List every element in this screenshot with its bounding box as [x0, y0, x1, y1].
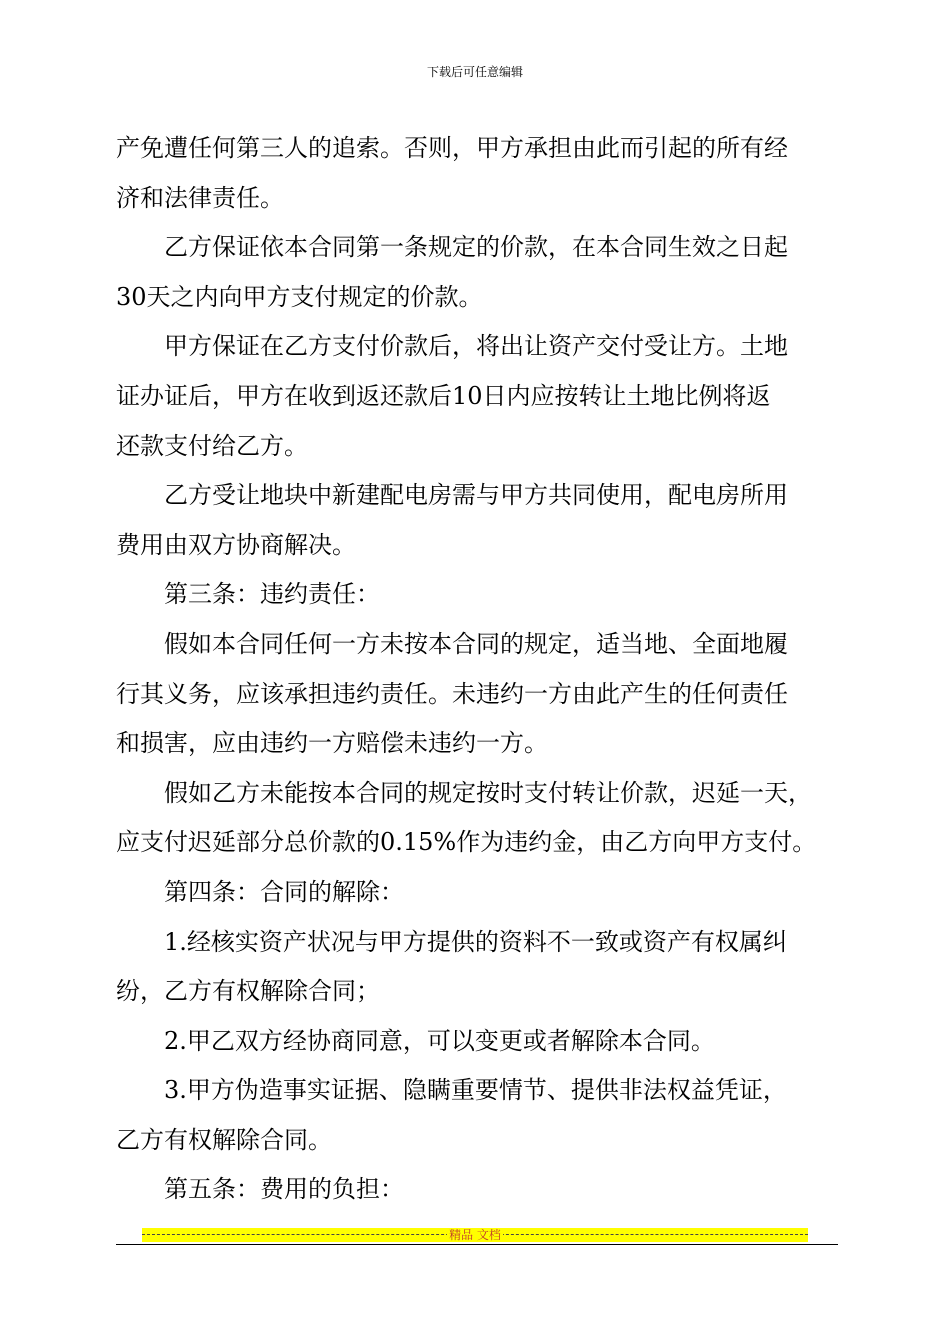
text-line: 2.甲乙双方经协商同意，可以变更或者解除本合同。 — [164, 1026, 715, 1055]
text-line: 第三条：违约责任： — [164, 580, 380, 609]
text-line: 费用由双方协商解决。 — [116, 530, 356, 559]
document-body — [116, 124, 838, 1215]
text-line: 假如本合同任何一方未按本合同的规定，适当地、全面地履 — [164, 629, 788, 658]
text-line: 3.甲方伪造事实证据、隐瞒重要情节、提供非法权益凭证， — [164, 1076, 787, 1105]
text-line: 第四条：合同的解除： — [164, 877, 404, 906]
text-line: 第五条：费用的负担： — [164, 1175, 404, 1204]
text-line: 和损害，应由违约一方赔偿未违约一方。 — [116, 729, 548, 758]
text-line: 假如乙方未能按本合同的规定按时支付转让价款，迟延一天， — [164, 778, 812, 807]
text-line: 乙方有权解除合同。 — [116, 1125, 332, 1154]
footer-rule — [116, 1244, 838, 1245]
text-line: 还款支付给乙方。 — [116, 431, 308, 460]
text-line: 30天之内向甲方支付规定的价款。 — [116, 282, 483, 311]
text-line: 甲方保证在乙方支付价款后，将出让资产交付受让方。土地 — [164, 332, 788, 361]
text-line: 应支付迟延部分总价款的0.15%作为违约金，由乙方向甲方支付。 — [116, 828, 817, 857]
text-line: 证办证后，甲方在收到返还款后10日内应按转让土地比例将返 — [116, 381, 771, 410]
page-header: 下载后可任意编辑 — [426, 65, 523, 79]
text-line: 1.经核实资产状况与甲方提供的资料不一致或资产有权属纠 — [164, 927, 787, 956]
text-line: 乙方受让地块中新建配电房需与甲方共同使用，配电房所用 — [164, 481, 788, 510]
text-line: 纷，乙方有权解除合同； — [116, 977, 380, 1006]
footer-highlight-band — [142, 1228, 808, 1242]
text-line: 产免遭任何第三人的追索。否则，甲方承担由此而引起的所有经 — [116, 134, 788, 162]
text-line: 济和法律责任。 — [116, 183, 284, 212]
text-line: 乙方保证依本合同第一条规定的价款，在本合同生效之日起 — [164, 233, 788, 262]
footer-label: 精品 文档 — [449, 1228, 501, 1242]
text-line: 行其义务，应该承担违约责任。未违约一方由此产生的任何责任 — [116, 679, 788, 708]
